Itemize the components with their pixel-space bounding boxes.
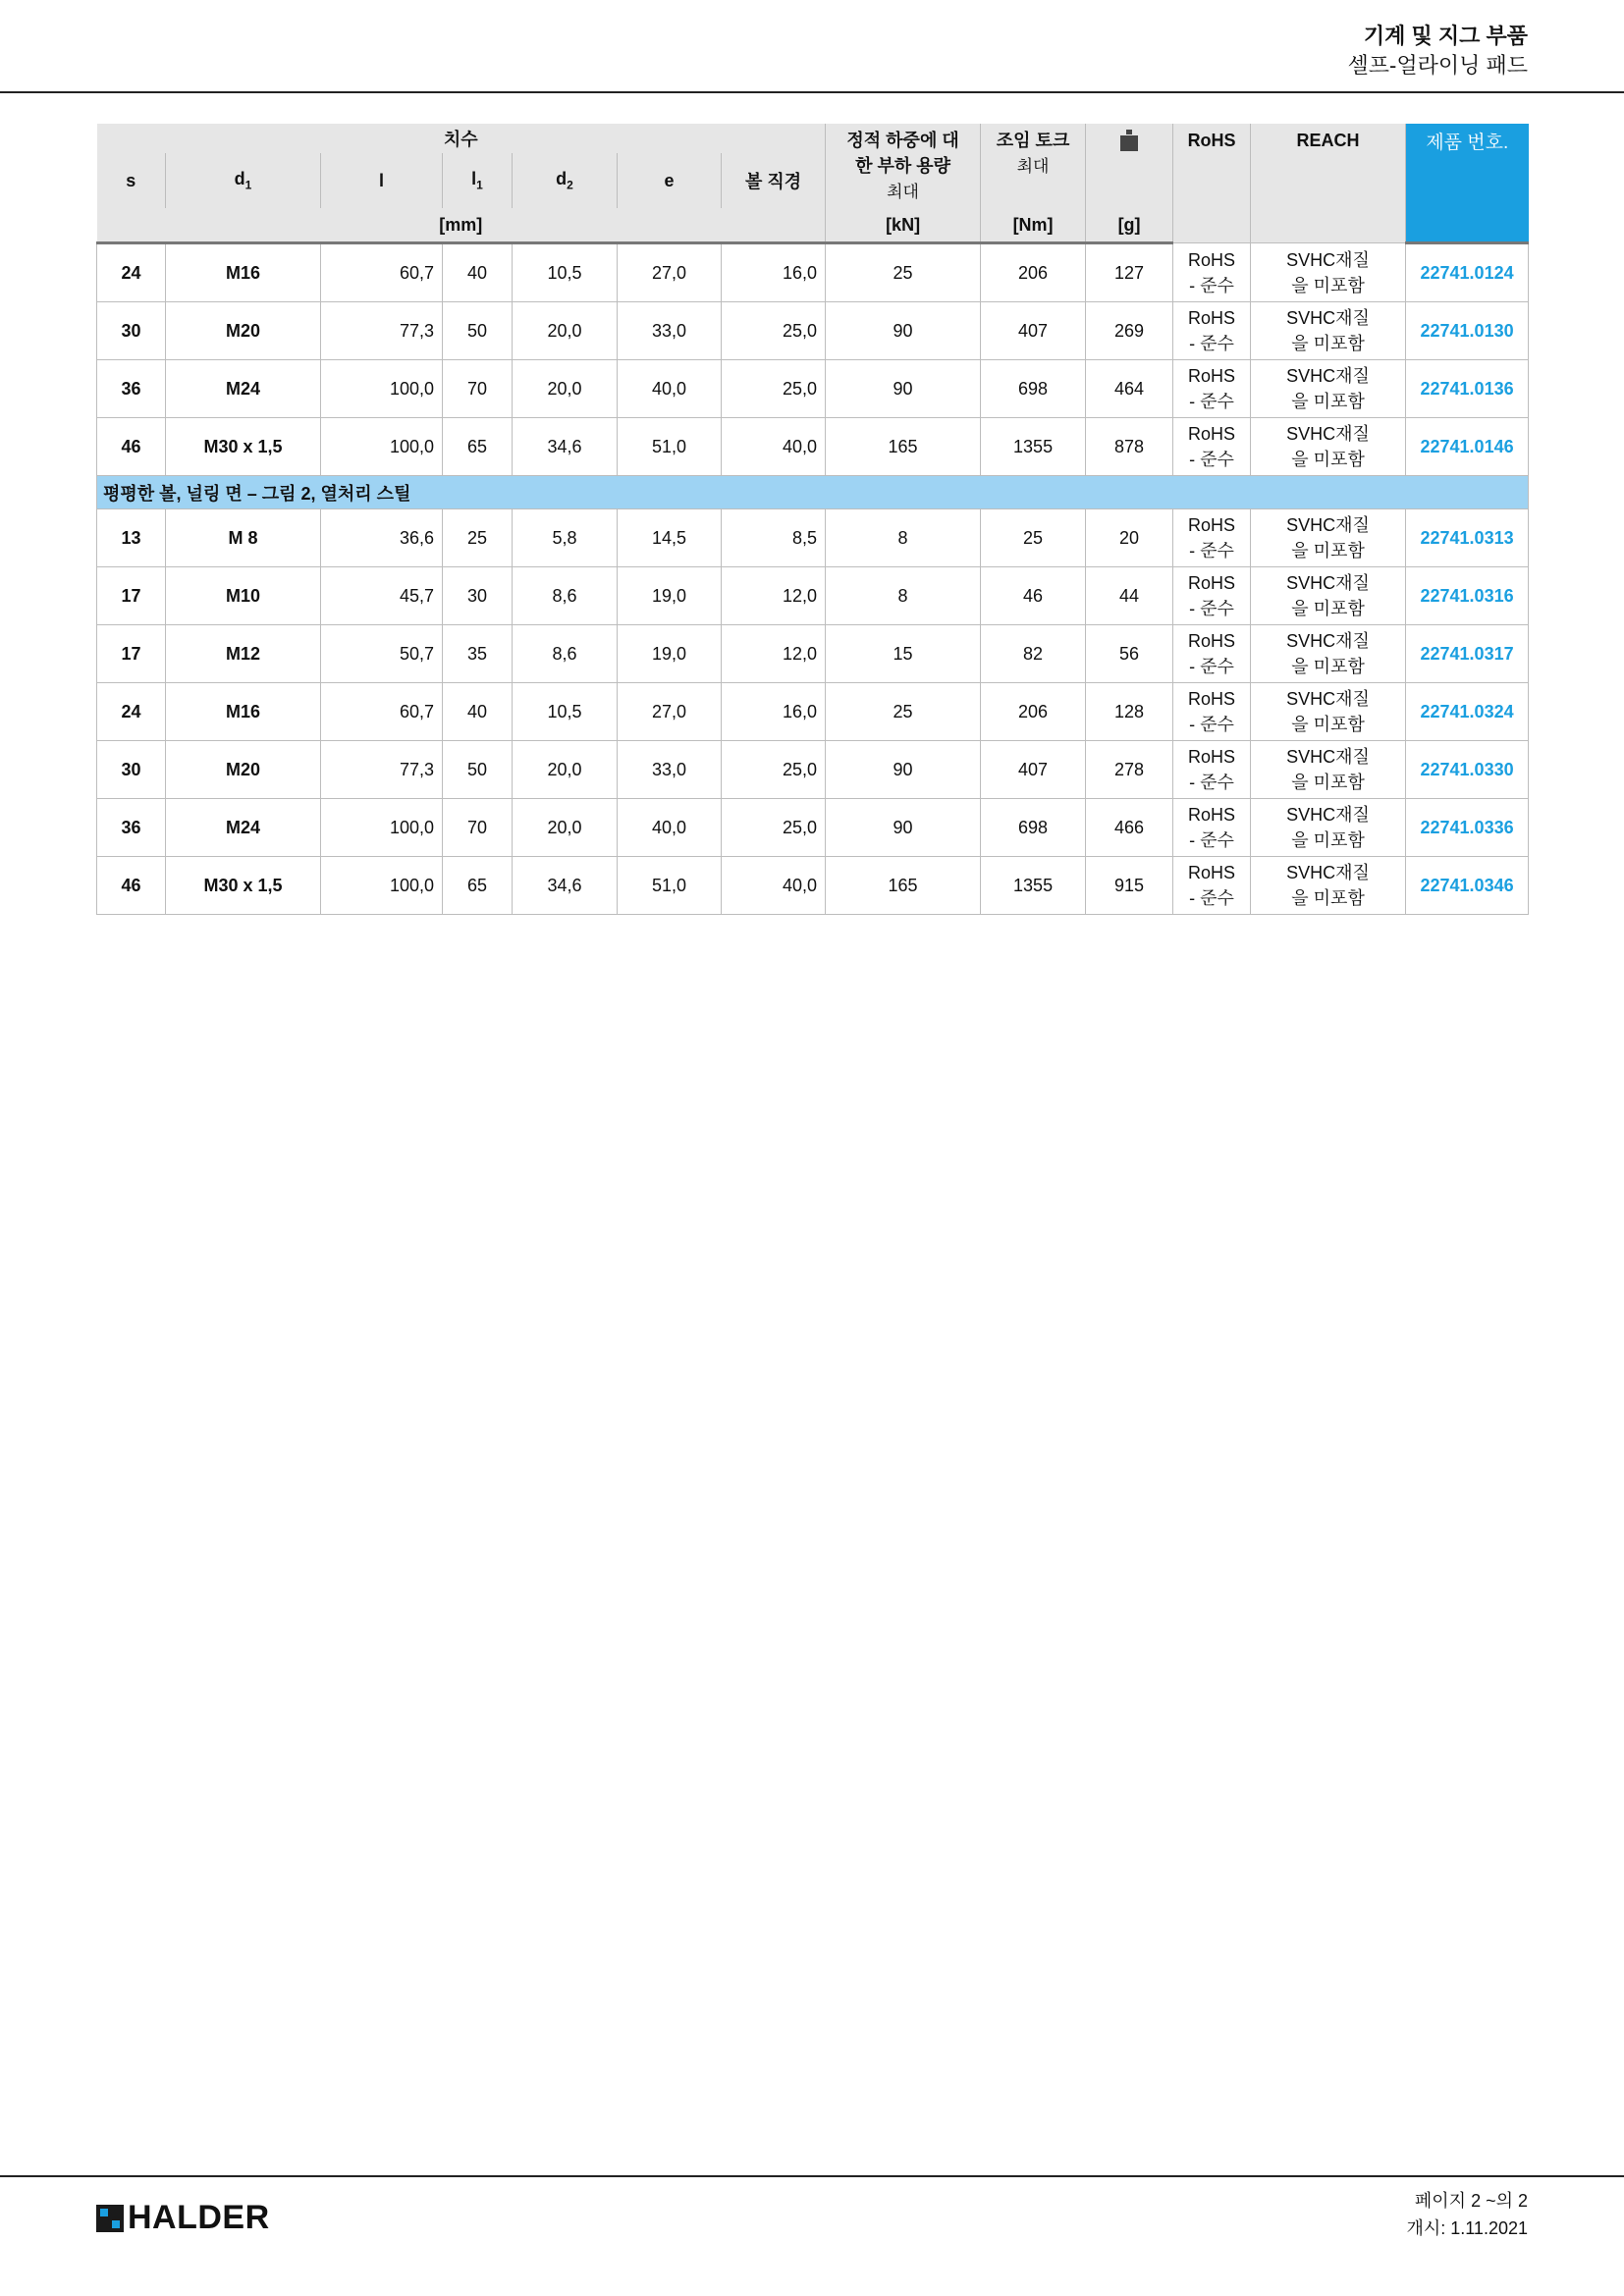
cell-l1: 50	[443, 302, 513, 360]
halder-logo	[96, 2199, 270, 2237]
cell-load: 165	[826, 857, 981, 915]
cell-e: 27,0	[618, 683, 722, 741]
cell-rohs-line2: - 준수	[1189, 334, 1234, 353]
cell-reach-line2: 을 미포함	[1291, 541, 1365, 561]
col-d1-header	[166, 153, 321, 208]
cell-l: 60,7	[321, 243, 443, 302]
header-rule	[0, 91, 1624, 93]
cell-l: 50,7	[321, 625, 443, 683]
table-row	[97, 683, 1529, 741]
cell-d2: 34,6	[513, 418, 618, 476]
product-number-link[interactable]: 22741.0130	[1406, 302, 1529, 360]
cell-ball: 8,5	[722, 509, 826, 567]
cell-rohs-line2: - 준수	[1189, 450, 1234, 469]
table-row	[97, 360, 1529, 418]
cell-d2: 8,6	[513, 625, 618, 683]
cell-torque: 206	[981, 243, 1086, 302]
cell-rohs	[1173, 418, 1251, 476]
cell-torque: 407	[981, 302, 1086, 360]
col-l1-header	[443, 153, 513, 208]
cell-rohs-line1: RoHS	[1188, 747, 1236, 767]
cell-ball: 25,0	[722, 360, 826, 418]
cell-rohs-line2: - 준수	[1189, 715, 1234, 734]
cell-rohs	[1173, 360, 1251, 418]
cell-rohs-line2: - 준수	[1189, 599, 1234, 618]
cell-weight: 915	[1086, 857, 1173, 915]
cell-d1: M 8	[166, 509, 321, 567]
table-body-b	[97, 509, 1529, 915]
issue-date: 개시: 1.11.2021	[1406, 2218, 1528, 2238]
rohs-header: RoHS	[1173, 124, 1251, 243]
cell-load: 90	[826, 360, 981, 418]
cell-l: 36,6	[321, 509, 443, 567]
cell-l: 60,7	[321, 683, 443, 741]
cell-l1: 70	[443, 799, 513, 857]
cell-l: 100,0	[321, 857, 443, 915]
cell-reach-line2: 을 미포함	[1291, 773, 1365, 792]
cell-e: 19,0	[618, 567, 722, 625]
cell-ball: 16,0	[722, 683, 826, 741]
cell-l1: 65	[443, 418, 513, 476]
product-number-link[interactable]: 22741.0316	[1406, 567, 1529, 625]
cell-reach	[1251, 243, 1406, 302]
cell-s: 46	[97, 857, 166, 915]
cell-reach	[1251, 857, 1406, 915]
cell-load: 25	[826, 243, 981, 302]
torque-header-line2: 최대	[1016, 157, 1050, 176]
cell-reach	[1251, 741, 1406, 799]
cell-weight: 278	[1086, 741, 1173, 799]
cell-reach-line1: SVHC재질	[1286, 805, 1370, 825]
cell-ball: 40,0	[722, 418, 826, 476]
footer-rule	[0, 2175, 1624, 2177]
cell-reach-line2: 을 미포함	[1291, 392, 1365, 411]
section-row	[97, 476, 1529, 509]
cell-torque: 25	[981, 509, 1086, 567]
cell-reach	[1251, 360, 1406, 418]
cell-torque: 1355	[981, 857, 1086, 915]
cell-rohs	[1173, 741, 1251, 799]
product-number-link[interactable]: 22741.0336	[1406, 799, 1529, 857]
cell-s: 17	[97, 625, 166, 683]
cell-weight: 20	[1086, 509, 1173, 567]
product-number-link[interactable]: 22741.0313	[1406, 509, 1529, 567]
cell-ball: 25,0	[722, 799, 826, 857]
cell-d2: 34,6	[513, 857, 618, 915]
col-ball-header: 볼 직경	[722, 153, 826, 208]
cell-ball: 16,0	[722, 243, 826, 302]
cell-reach	[1251, 567, 1406, 625]
cell-reach-line1: SVHC재질	[1286, 689, 1370, 709]
cell-reach	[1251, 418, 1406, 476]
cell-weight: 464	[1086, 360, 1173, 418]
cell-torque: 698	[981, 799, 1086, 857]
product-number-header: 제품 번호.	[1406, 124, 1529, 243]
cell-e: 14,5	[618, 509, 722, 567]
torque-header-line1: 조임 토크	[996, 131, 1070, 150]
table-header	[97, 124, 1529, 243]
cell-reach-line2: 을 미포함	[1291, 715, 1365, 734]
load-header	[826, 124, 981, 208]
cell-d1: M10	[166, 567, 321, 625]
cell-torque: 82	[981, 625, 1086, 683]
cell-d2: 20,0	[513, 360, 618, 418]
cell-l1: 70	[443, 360, 513, 418]
cell-ball: 12,0	[722, 567, 826, 625]
cell-rohs-line2: - 준수	[1189, 541, 1234, 561]
cell-rohs-line2: - 준수	[1189, 773, 1234, 792]
table-row	[97, 741, 1529, 799]
cell-d1: M24	[166, 360, 321, 418]
cell-torque: 1355	[981, 418, 1086, 476]
weight-icon	[1119, 128, 1139, 153]
cell-reach	[1251, 625, 1406, 683]
cell-rohs-line1: RoHS	[1188, 573, 1236, 593]
cell-weight: 128	[1086, 683, 1173, 741]
table-row	[97, 302, 1529, 360]
col-e-header: e	[618, 153, 722, 208]
cell-s: 30	[97, 302, 166, 360]
cell-load: 90	[826, 302, 981, 360]
cell-load: 90	[826, 799, 981, 857]
cell-s: 36	[97, 360, 166, 418]
cell-reach-line2: 을 미포함	[1291, 450, 1365, 469]
cell-reach-line2: 을 미포함	[1291, 657, 1365, 676]
cell-reach-line1: SVHC재질	[1286, 308, 1370, 328]
cell-rohs-line2: - 준수	[1189, 888, 1234, 908]
cell-reach-line2: 을 미포함	[1291, 334, 1365, 353]
cell-rohs-line2: - 준수	[1189, 657, 1234, 676]
cell-e: 40,0	[618, 360, 722, 418]
cell-torque: 407	[981, 741, 1086, 799]
cell-d2: 10,5	[513, 243, 618, 302]
cell-e: 33,0	[618, 741, 722, 799]
cell-rohs-line1: RoHS	[1188, 631, 1236, 651]
reach-header: REACH	[1251, 124, 1406, 243]
cell-rohs	[1173, 857, 1251, 915]
col-d1-letter: d	[234, 169, 245, 189]
table-row	[97, 567, 1529, 625]
product-number-link[interactable]: 22741.0124	[1406, 243, 1529, 302]
product-number-link[interactable]: 22741.0317	[1406, 625, 1529, 683]
cell-load: 8	[826, 567, 981, 625]
spec-table	[96, 124, 1529, 915]
cell-l1: 40	[443, 243, 513, 302]
cell-l1: 40	[443, 683, 513, 741]
cell-d2: 20,0	[513, 741, 618, 799]
col-d2-letter: d	[556, 169, 568, 189]
cell-weight: 878	[1086, 418, 1173, 476]
col-l1-sub: 1	[476, 178, 483, 192]
cell-torque: 698	[981, 360, 1086, 418]
cell-s: 17	[97, 567, 166, 625]
cell-ball: 40,0	[722, 857, 826, 915]
logo-text: HALDER	[128, 2199, 270, 2236]
weight-unit: [g]	[1086, 208, 1173, 243]
cell-ball: 25,0	[722, 302, 826, 360]
cell-reach-line2: 을 미포함	[1291, 888, 1365, 908]
cell-l: 45,7	[321, 567, 443, 625]
cell-d1: M20	[166, 302, 321, 360]
col-s-header: s	[97, 153, 166, 208]
cell-d1: M16	[166, 243, 321, 302]
cell-reach	[1251, 683, 1406, 741]
logo-mark-icon	[96, 2205, 124, 2232]
torque-unit: [Nm]	[981, 208, 1086, 243]
cell-l1: 25	[443, 509, 513, 567]
cell-torque: 206	[981, 683, 1086, 741]
cell-reach-line2: 을 미포함	[1291, 830, 1365, 850]
cell-rohs	[1173, 625, 1251, 683]
cell-ball: 12,0	[722, 625, 826, 683]
cell-l: 100,0	[321, 799, 443, 857]
load-header-line3: 최대	[887, 183, 919, 201]
product-number-link[interactable]: 22741.0146	[1406, 418, 1529, 476]
table-row	[97, 509, 1529, 567]
cell-reach-line2: 을 미포함	[1291, 275, 1365, 295]
load-header-line1: 정적 하중에 대	[846, 131, 959, 150]
cell-rohs-line1: RoHS	[1188, 366, 1236, 386]
cell-d2: 10,5	[513, 683, 618, 741]
cell-rohs	[1173, 683, 1251, 741]
cell-d1: M16	[166, 683, 321, 741]
cell-l1: 50	[443, 741, 513, 799]
cell-d1: M20	[166, 741, 321, 799]
cell-l: 100,0	[321, 418, 443, 476]
load-header-line2: 한 부하 용량	[855, 156, 951, 176]
cell-l: 100,0	[321, 360, 443, 418]
table-row	[97, 243, 1529, 302]
cell-s: 24	[97, 683, 166, 741]
page-number: 페이지 2 ~의 2	[1414, 2191, 1528, 2211]
cell-d2: 20,0	[513, 799, 618, 857]
cell-rohs-line2: - 준수	[1189, 392, 1234, 411]
cell-torque: 46	[981, 567, 1086, 625]
cell-rohs-line1: RoHS	[1188, 689, 1236, 709]
product-number-link[interactable]: 22741.0346	[1406, 857, 1529, 915]
cell-l: 77,3	[321, 741, 443, 799]
cell-load: 25	[826, 683, 981, 741]
cell-d1: M24	[166, 799, 321, 857]
cell-reach-line1: SVHC재질	[1286, 515, 1370, 535]
cell-load: 90	[826, 741, 981, 799]
table-body-a	[97, 243, 1529, 476]
col-d2-header	[513, 153, 618, 208]
torque-header	[981, 124, 1086, 208]
page-title: 기계 및 지그 부품	[1363, 24, 1528, 48]
cell-s: 36	[97, 799, 166, 857]
cell-d2: 8,6	[513, 567, 618, 625]
cell-reach-line1: SVHC재질	[1286, 424, 1370, 444]
cell-rohs	[1173, 302, 1251, 360]
page-header	[1348, 22, 1528, 80]
dims-unit: [mm]	[97, 208, 826, 243]
table-row	[97, 418, 1529, 476]
cell-rohs-line1: RoHS	[1188, 805, 1236, 825]
col-d1-sub: 1	[244, 178, 252, 192]
product-number-link[interactable]: 22741.0136	[1406, 360, 1529, 418]
cell-reach	[1251, 509, 1406, 567]
cell-weight: 127	[1086, 243, 1173, 302]
cell-load: 165	[826, 418, 981, 476]
cell-d1: M12	[166, 625, 321, 683]
cell-s: 13	[97, 509, 166, 567]
cell-load: 15	[826, 625, 981, 683]
cell-e: 33,0	[618, 302, 722, 360]
product-number-link[interactable]: 22741.0324	[1406, 683, 1529, 741]
table-row	[97, 625, 1529, 683]
cell-reach-line1: SVHC재질	[1286, 366, 1370, 386]
cell-ball: 25,0	[722, 741, 826, 799]
cell-l1: 35	[443, 625, 513, 683]
cell-rohs-line1: RoHS	[1188, 515, 1236, 535]
cell-rohs	[1173, 799, 1251, 857]
cell-weight: 269	[1086, 302, 1173, 360]
cell-reach-line1: SVHC재질	[1286, 573, 1370, 593]
cell-e: 19,0	[618, 625, 722, 683]
weight-header	[1086, 124, 1173, 208]
cell-s: 46	[97, 418, 166, 476]
cell-weight: 56	[1086, 625, 1173, 683]
cell-s: 30	[97, 741, 166, 799]
cell-l: 77,3	[321, 302, 443, 360]
cell-d2: 5,8	[513, 509, 618, 567]
col-l1-letter: l	[471, 169, 477, 189]
load-unit: [kN]	[826, 208, 981, 243]
cell-rohs	[1173, 567, 1251, 625]
cell-reach-line1: SVHC재질	[1286, 249, 1370, 270]
cell-reach	[1251, 302, 1406, 360]
cell-rohs-line1: RoHS	[1188, 249, 1236, 270]
cell-reach-line1: SVHC재질	[1286, 747, 1370, 767]
cell-s: 24	[97, 243, 166, 302]
cell-rohs	[1173, 243, 1251, 302]
cell-reach-line1: SVHC재질	[1286, 863, 1370, 882]
cell-weight: 44	[1086, 567, 1173, 625]
table-row	[97, 857, 1529, 915]
dims-group-title: 치수	[97, 124, 826, 153]
cell-weight: 466	[1086, 799, 1173, 857]
cell-reach-line1: SVHC재질	[1286, 631, 1370, 651]
cell-l1: 30	[443, 567, 513, 625]
cell-e: 51,0	[618, 857, 722, 915]
cell-rohs-line1: RoHS	[1188, 424, 1236, 444]
footer-info	[1406, 2187, 1528, 2242]
col-l-header: l	[321, 153, 443, 208]
cell-rohs	[1173, 509, 1251, 567]
cell-d2: 20,0	[513, 302, 618, 360]
product-number-link[interactable]: 22741.0330	[1406, 741, 1529, 799]
cell-l1: 65	[443, 857, 513, 915]
page-subtitle: 셀프-얼라이닝 패드	[1347, 53, 1528, 78]
table-row	[97, 799, 1529, 857]
cell-rohs-line1: RoHS	[1188, 863, 1236, 882]
cell-e: 40,0	[618, 799, 722, 857]
cell-load: 8	[826, 509, 981, 567]
cell-e: 51,0	[618, 418, 722, 476]
cell-reach	[1251, 799, 1406, 857]
cell-reach-line2: 을 미포함	[1291, 599, 1365, 618]
cell-rohs-line2: - 준수	[1189, 275, 1234, 295]
col-d2-sub: 2	[567, 178, 573, 192]
section-row-group	[97, 476, 1529, 509]
cell-rohs-line2: - 준수	[1189, 830, 1234, 850]
cell-d1: M30 x 1,5	[166, 857, 321, 915]
cell-rohs-line1: RoHS	[1188, 308, 1236, 328]
cell-e: 27,0	[618, 243, 722, 302]
cell-d1: M30 x 1,5	[166, 418, 321, 476]
section-title: 평평한 볼, 널링 면 – 그림 2, 열처리 스틸	[97, 476, 1529, 509]
